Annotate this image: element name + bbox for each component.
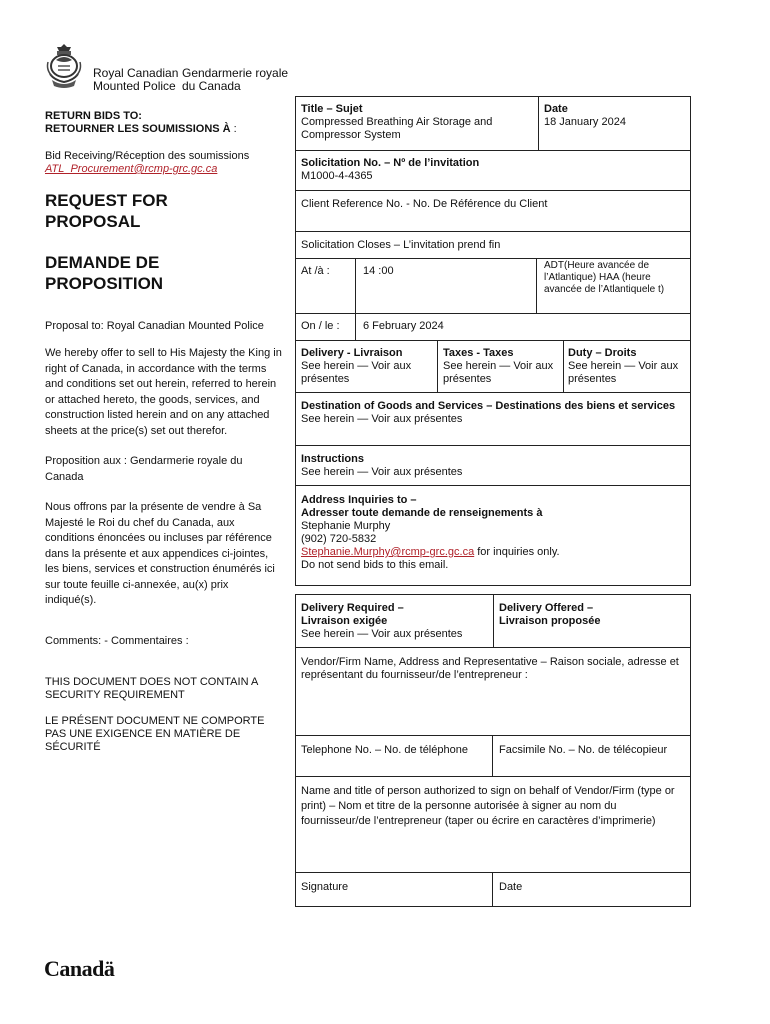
dp-line2: PROPOSITION [45, 274, 164, 293]
comments-label: Comments: - Commentaires : [45, 635, 189, 647]
inquiries-email-suffix: for inquiries only. [474, 546, 560, 558]
vendor-label: Vendor/Firm Name, Address and Representative – Raison sociale, adresse et représentant du fournisseur/de l’entrepreneur : [301, 656, 679, 681]
inquiries-phone: (902) 720-5832 [301, 533, 377, 545]
offer-text-fr: Nous offrons par la présente de vendre à Sa Majesté le Roi du chef du Canada, aux conditions énoncées ou incluses par référence dans la présente et aux appendices ci-jointes, les biens, services et construction énumérés ici sur toute feuille ci-annexée, au(x) prix indiqué(s). [45, 501, 275, 606]
duty-label: Duty – Droits [568, 347, 637, 359]
delivery-value: See herein — Voir aux présentes [301, 360, 412, 385]
client-ref-label: Client Reference No. - No. De Référence du Client [301, 198, 548, 210]
taxes-cell [443, 347, 558, 386]
return-bids-fr-line [45, 123, 285, 136]
on-value: 6 February 2024 [363, 320, 444, 332]
dp-title [45, 252, 163, 294]
dp-line1: DEMANDE DE [45, 253, 160, 272]
name-title-label: Name and title of person authorized to sign on behalf of Vendor/Firm (type or print) – Nom et titre de la personne autorisée à signer au nom du fournisseur/de l’entrepreneur (taper ou écrire en caractères d’imprimerie) [301, 785, 675, 827]
rfp-line1: REQUEST FOR [45, 191, 168, 210]
org-name-en-line1: Royal Canadian [93, 66, 179, 80]
inquiries-cell [301, 494, 686, 572]
date-label: Date [544, 103, 568, 115]
solicitation-cell [301, 157, 681, 183]
delivery-required-label-1: Delivery Required – [301, 602, 404, 614]
delivery-offered-cell [499, 602, 684, 628]
rcmp-crest-icon [44, 42, 84, 90]
proposition-to: Proposition aux : Gendarmerie royale du Canada [45, 455, 243, 483]
date-value: 18 January 2024 [544, 116, 626, 128]
delivery-label: Delivery - Livraison [301, 347, 403, 359]
org-name-fr-line2: du Canada [182, 79, 241, 93]
telephone-label: Telephone No. – No. de téléphone [301, 744, 468, 756]
solicitation-label: Solicitation No. – Nº de l’invitation [301, 157, 480, 169]
title-cell [301, 103, 533, 142]
at-value: 14 :00 [363, 265, 394, 277]
delivery-cell [301, 347, 433, 386]
timezone-text: ADT(Heure avancée de l’Atlantique) HAA (heure avancée de l’Atlantiquele t) [544, 260, 665, 295]
return-bids-title [45, 110, 285, 136]
delivery-required-label-2: Livraison exigée [301, 615, 388, 627]
offer-text-en: We hereby offer to sell to His Majesty the King in right of Canada, in accordance with the terms and conditions set out herein, referred to herein or attached hereto, the goods, services, and construction listed herein and on any attached sheets at the price(s) set out therefor. [45, 347, 282, 437]
title-label: Title – Sujet [301, 103, 363, 115]
security-fr: LE PRÉSENT DOCUMENT NE COMPORTE PAS UNE EXIGENCE EN MATIÈRE DE SÉCURITÉ [45, 715, 265, 753]
destination-label: Destination of Goods and Services – Destinations des biens et services [301, 400, 676, 412]
inquiries-email-link[interactable]: Stephanie.Murphy@rcmp-grc.gc.ca [301, 546, 475, 558]
instructions-value: See herein — Voir aux présentes [301, 466, 463, 478]
inquiries-label-1: Address Inquiries to – [301, 494, 417, 506]
return-bids-fr: RETOURNER LES SOUMISSIONS À [45, 123, 231, 135]
org-name-fr-line1: Gendarmerie royale [182, 66, 289, 80]
at-label: At /à : [301, 265, 330, 277]
instructions-label: Instructions [301, 453, 364, 465]
destination-value: See herein — Voir aux présentes [301, 413, 463, 425]
date-cell [544, 103, 684, 129]
bid-receiving: Bid Receiving/Réception des soumissions [45, 150, 250, 162]
security-en: THIS DOCUMENT DOES NOT CONTAIN A SECURITY REQUIREMENT [45, 676, 258, 701]
delivery-required-value: See herein — Voir aux présentes [301, 628, 463, 640]
inquiries-label-2: Adresser toute demande de renseignements à [301, 507, 543, 519]
inquiries-email-line [301, 546, 686, 559]
date2-label: Date [499, 881, 523, 893]
canada-wordmark [44, 956, 114, 982]
closes-label: Solicitation Closes – L’invitation prend fin [301, 239, 501, 251]
return-bids-en: RETURN BIDS TO: [45, 110, 142, 122]
return-bids-colon: : [230, 123, 237, 135]
taxes-value: See herein — Voir aux présentes [443, 360, 554, 385]
bid-email-link[interactable]: ATL_Procurement@rcmp-grc.gc.ca [45, 163, 218, 175]
rfp-line2: PROPOSAL [45, 212, 141, 231]
destination-cell [301, 400, 681, 426]
delivery-offered-label-1: Delivery Offered – [499, 602, 594, 614]
org-name-en-line2: Mounted Police [93, 79, 176, 93]
fax-label: Facsimile No. – No. de télécopieur [499, 744, 668, 756]
inquiries-note: Do not send bids to this email. [301, 559, 449, 571]
delivery-offered-label-2: Livraison proposée [499, 615, 601, 627]
proposal-to: Proposal to: Royal Canadian Mounted Police [45, 320, 264, 332]
taxes-label: Taxes - Taxes [443, 347, 514, 359]
rfp-title [45, 190, 168, 232]
delivery-required-cell [301, 602, 489, 641]
solicitation-value: M1000-4-4365 [301, 170, 373, 182]
duty-value: See herein — Voir aux présentes [568, 360, 679, 385]
instructions-cell [301, 453, 681, 479]
title-value: Compressed Breathing Air Storage and Compressor System [301, 116, 493, 141]
duty-cell [568, 347, 688, 386]
canada-wordmark-text: Canadä [44, 956, 115, 981]
inquiries-name: Stephanie Murphy [301, 520, 391, 532]
on-label: On / le : [301, 320, 340, 332]
signature-label: Signature [301, 881, 349, 893]
